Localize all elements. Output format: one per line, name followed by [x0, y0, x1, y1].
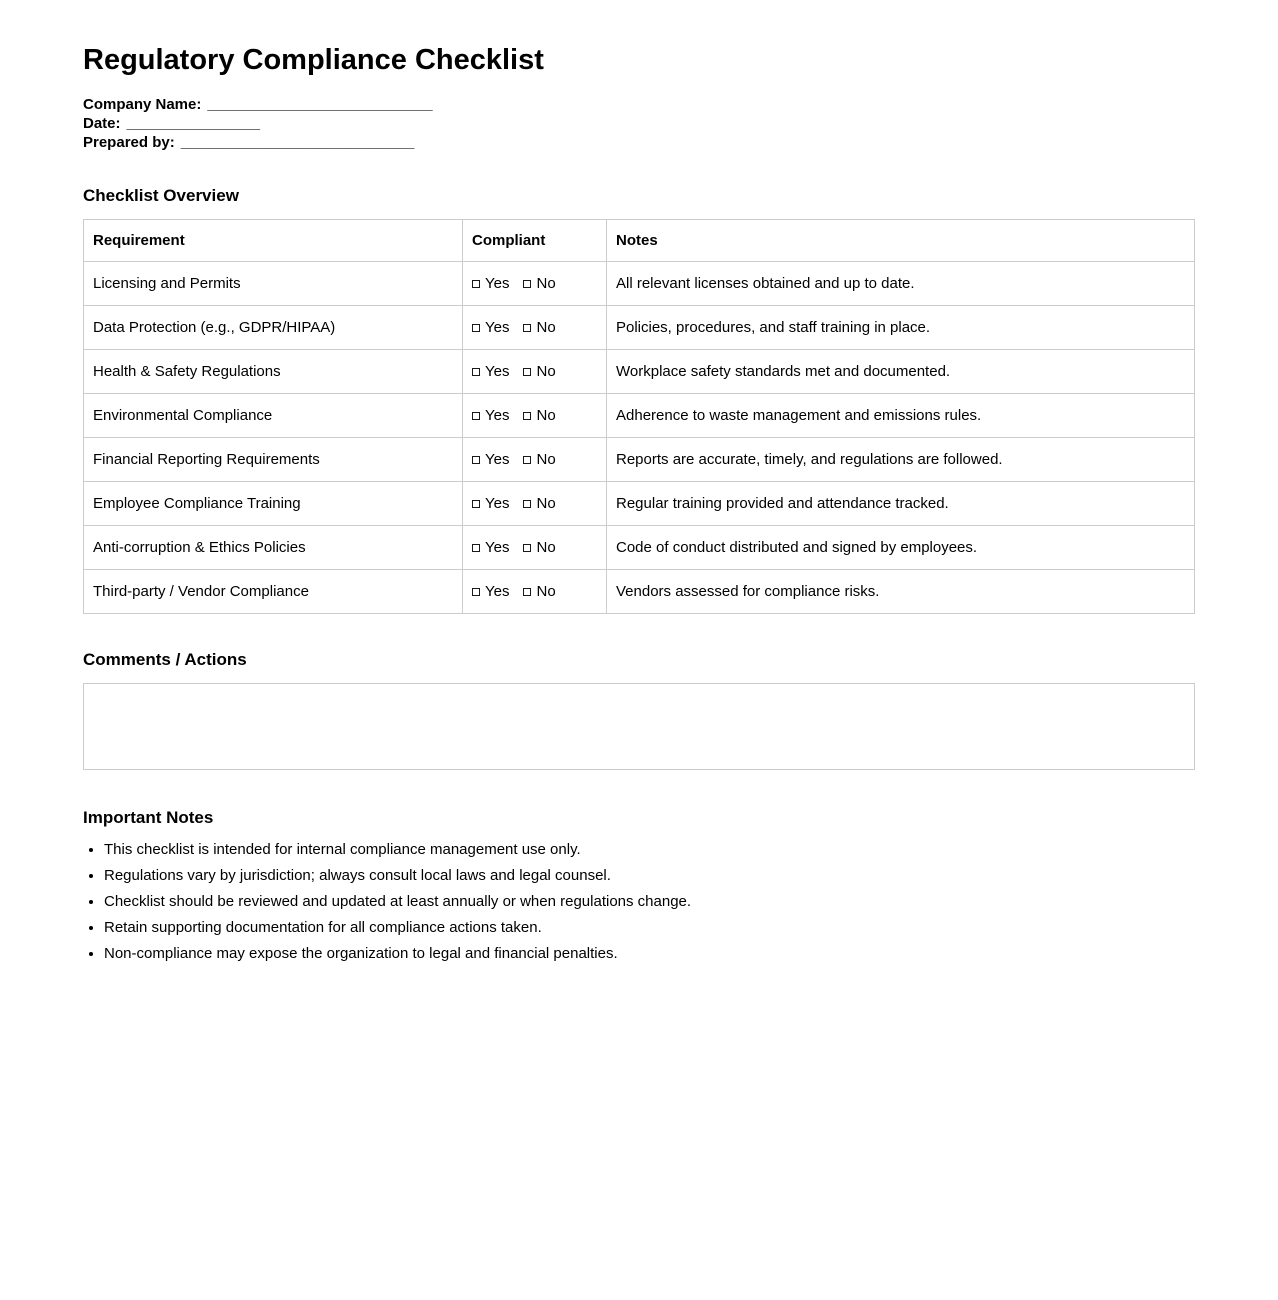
- notes-cell: All relevant licenses obtained and up to date.: [607, 262, 1195, 306]
- yes-label: Yes: [485, 539, 510, 556]
- yes-label: Yes: [485, 583, 510, 600]
- yes-label: Yes: [485, 319, 510, 336]
- no-checkbox[interactable]: [523, 275, 555, 292]
- checkbox-square-icon: [472, 588, 480, 596]
- important-notes-list: [83, 841, 1195, 962]
- checkbox-square-icon: [523, 280, 531, 288]
- yes-label: Yes: [485, 407, 510, 424]
- comments-section: [83, 650, 1195, 770]
- compliant-cell: [463, 438, 607, 482]
- checkbox-square-icon: [523, 544, 531, 552]
- requirement-cell: Anti-corruption & Ethics Policies: [84, 526, 463, 570]
- yes-checkbox[interactable]: [472, 319, 509, 336]
- no-label: No: [536, 275, 556, 292]
- checkbox-square-icon: [523, 588, 531, 596]
- notes-column-header: Notes: [607, 220, 1195, 262]
- no-label: No: [536, 319, 556, 336]
- checkbox-square-icon: [472, 544, 480, 552]
- notes-cell: Regular training provided and attendance tracked.: [607, 482, 1195, 526]
- no-checkbox[interactable]: [523, 319, 555, 336]
- checkbox-square-icon: [472, 500, 480, 508]
- yes-checkbox[interactable]: [472, 407, 509, 424]
- page-title: Regulatory Compliance Checklist: [83, 44, 544, 76]
- company-name-blank-line: ___________________________: [207, 96, 433, 113]
- yes-checkbox[interactable]: [472, 539, 509, 556]
- notes-cell: Code of conduct distributed and signed by employees.: [607, 526, 1195, 570]
- requirement-column-header: Requirement: [84, 220, 463, 262]
- company-name-label: Company Name:: [83, 96, 202, 113]
- yes-label: Yes: [485, 495, 510, 512]
- no-checkbox[interactable]: [523, 363, 555, 380]
- no-label: No: [536, 539, 556, 556]
- important-note-item: • Checklist should be reviewed and updated at least annually or when regulations change.: [104, 893, 1195, 910]
- requirement-cell: Environmental Compliance: [84, 394, 463, 438]
- no-label: No: [536, 407, 556, 424]
- important-notes-heading: Important Notes: [83, 808, 214, 827]
- checkbox-square-icon: [523, 412, 531, 420]
- notes-cell: Policies, procedures, and staff training in place.: [607, 306, 1195, 350]
- requirement-cell: Data Protection (e.g., GDPR/HIPAA): [84, 306, 463, 350]
- no-label: No: [536, 363, 556, 380]
- comments-heading: Comments / Actions: [83, 650, 247, 669]
- no-checkbox[interactable]: [523, 407, 555, 424]
- requirement-cell: Health & Safety Regulations: [84, 350, 463, 394]
- table-row: [84, 262, 1195, 306]
- checkbox-square-icon: [472, 280, 480, 288]
- yes-checkbox[interactable]: [472, 363, 509, 380]
- important-note-item: • Non-compliance may expose the organization to legal and financial penalties.: [104, 945, 1195, 962]
- no-checkbox[interactable]: [523, 495, 555, 512]
- checkbox-square-icon: [523, 324, 531, 332]
- prepared-by-field: [83, 133, 1195, 152]
- no-checkbox[interactable]: [523, 451, 555, 468]
- prepared-by-blank-line: ____________________________: [180, 134, 415, 151]
- notes-cell: Adherence to waste management and emissions rules.: [607, 394, 1195, 438]
- yes-checkbox[interactable]: [472, 275, 509, 292]
- date-blank-line: ________________: [126, 115, 260, 132]
- notes-cell: Workplace safety standards met and documented.: [607, 350, 1195, 394]
- table-row: [84, 570, 1195, 614]
- date-field: [83, 114, 1195, 133]
- checkbox-square-icon: [523, 368, 531, 376]
- table-row: [84, 438, 1195, 482]
- compliant-column-header: Compliant: [463, 220, 607, 262]
- table-row: [84, 306, 1195, 350]
- requirement-cell: Licensing and Permits: [84, 262, 463, 306]
- yes-checkbox[interactable]: [472, 583, 509, 600]
- compliant-cell: [463, 570, 607, 614]
- company-name-field: [83, 95, 1195, 114]
- table-row: [84, 394, 1195, 438]
- checkbox-square-icon: [472, 368, 480, 376]
- important-note-item: • This checklist is intended for internal compliance management use only.: [104, 841, 1195, 858]
- table-row: [84, 482, 1195, 526]
- checkbox-square-icon: [523, 500, 531, 508]
- important-note-item: • Regulations vary by jurisdiction; always consult local laws and legal counsel.: [104, 867, 1195, 884]
- yes-checkbox[interactable]: [472, 495, 509, 512]
- compliant-cell: [463, 526, 607, 570]
- requirement-cell: Third-party / Vendor Compliance: [84, 570, 463, 614]
- table-row: [84, 350, 1195, 394]
- notes-cell: Reports are accurate, timely, and regulations are followed.: [607, 438, 1195, 482]
- table-body: [84, 262, 1195, 614]
- compliant-cell: [463, 350, 607, 394]
- no-label: No: [536, 451, 556, 468]
- no-label: No: [536, 583, 556, 600]
- table-row: [84, 526, 1195, 570]
- prepared-by-label: Prepared by:: [83, 134, 175, 151]
- date-label: Date:: [83, 115, 121, 132]
- yes-label: Yes: [485, 363, 510, 380]
- no-checkbox[interactable]: [523, 583, 555, 600]
- no-label: No: [536, 495, 556, 512]
- checkbox-square-icon: [472, 412, 480, 420]
- compliant-cell: [463, 394, 607, 438]
- checkbox-square-icon: [523, 456, 531, 464]
- yes-label: Yes: [485, 451, 510, 468]
- header-form: [83, 95, 1195, 152]
- compliant-cell: [463, 482, 607, 526]
- table-header-row: [84, 220, 1195, 262]
- notes-cell: Vendors assessed for compliance risks.: [607, 570, 1195, 614]
- requirement-cell: Financial Reporting Requirements: [84, 438, 463, 482]
- yes-checkbox[interactable]: [472, 451, 509, 468]
- compliant-cell: [463, 262, 607, 306]
- checklist-overview-heading: Checklist Overview: [83, 186, 239, 205]
- no-checkbox[interactable]: [523, 539, 555, 556]
- important-note-item: • Retain supporting documentation for all compliance actions taken.: [104, 919, 1195, 936]
- important-notes-section: [83, 808, 1195, 962]
- requirement-cell: Employee Compliance Training: [84, 482, 463, 526]
- yes-label: Yes: [485, 275, 510, 292]
- checkbox-square-icon: [472, 456, 480, 464]
- checkbox-square-icon: [472, 324, 480, 332]
- compliant-cell: [463, 306, 607, 350]
- checklist-overview-section: [83, 186, 1195, 614]
- checklist-table: [83, 219, 1195, 614]
- comments-input-box[interactable]: [83, 683, 1195, 770]
